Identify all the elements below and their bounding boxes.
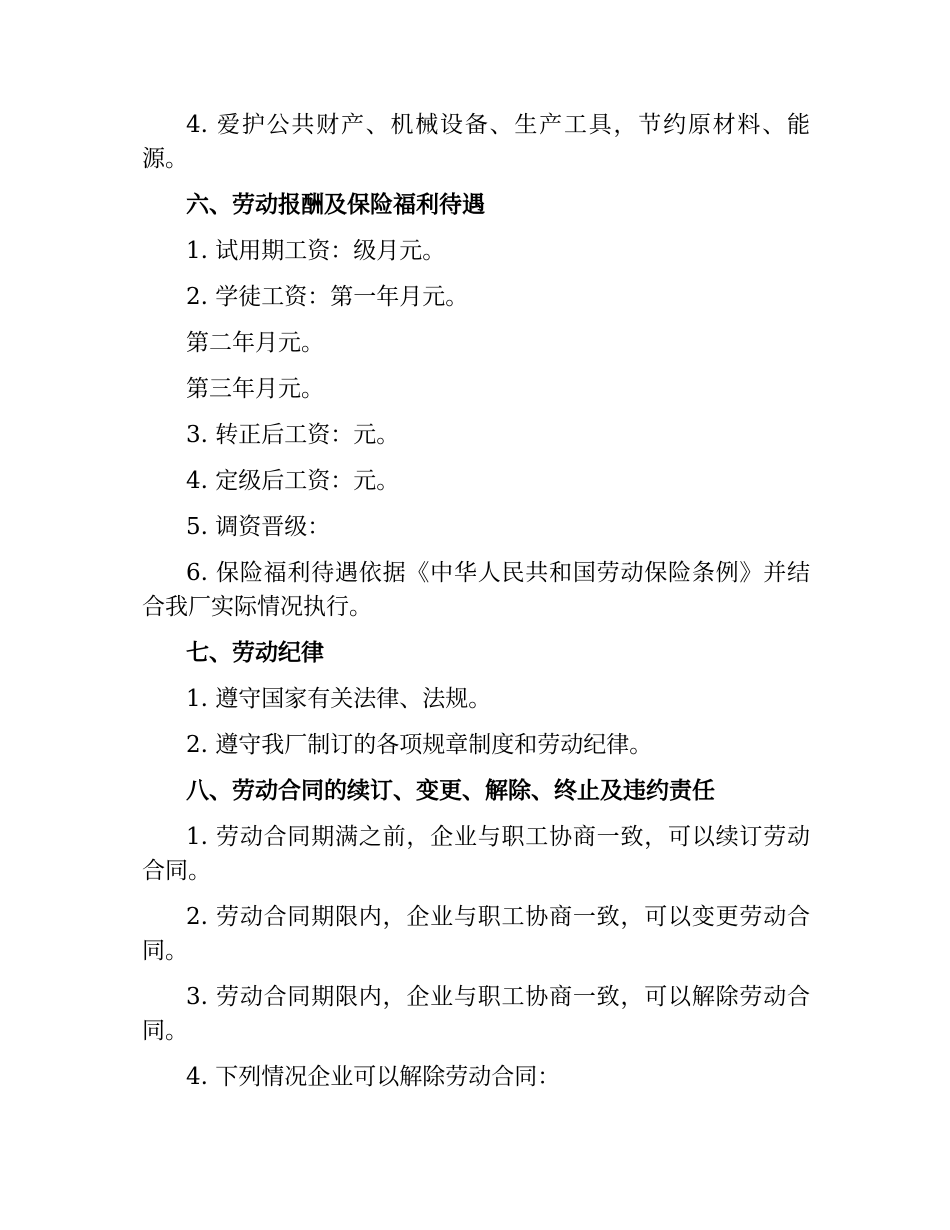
item-3-terminate-contract: 3. 劳动合同期限内，企业与职工协商一致，可以解除劳动合同。 (142, 984, 810, 1044)
apprentice-wage-year-2: 第二年月元。 (186, 330, 324, 356)
item-4-graded-wage: 4. 定级后工资：元。 (186, 468, 400, 494)
item-5-promotion: 5. 调资晋级： (186, 514, 331, 540)
item-2-apprentice-wage: 2. 学徒工资：第一年月元。 (186, 284, 469, 310)
section-heading-6-remuneration: 六、劳动报酬及保险福利待遇 (186, 192, 485, 218)
item-1-obey-laws: 1. 遵守国家有关法律、法规。 (186, 686, 492, 712)
document-page (142, 108, 810, 1106)
section-heading-7-discipline: 七、劳动纪律 (186, 640, 324, 666)
item-4-protect-property: 4. 爱护公共财产、机械设备、生产工具，节约原材料、能源。 (142, 112, 810, 172)
item-1-renew-contract: 1. 劳动合同期满之前，企业与职工协商一致，可以续订劳动合同。 (142, 824, 810, 884)
item-1-probation-wage: 1. 试用期工资：级月元。 (186, 238, 446, 264)
item-2-obey-rules: 2. 遵守我厂制订的各项规章制度和劳动纪律。 (186, 732, 653, 758)
item-4-termination-conditions: 4. 下列情况企业可以解除劳动合同： (186, 1064, 561, 1090)
item-2-change-contract: 2. 劳动合同期限内，企业与职工协商一致，可以变更劳动合同。 (142, 904, 810, 964)
item-6-insurance-welfare: 6. 保险福利待遇依据《中华人民共和国劳动保险条例》并结合我厂实际情况执行。 (142, 560, 810, 620)
section-heading-8-contract: 八、劳动合同的续订、变更、解除、终止及违约责任 (186, 778, 715, 804)
item-3-regular-wage: 3. 转正后工资：元。 (186, 422, 400, 448)
apprentice-wage-year-3: 第三年月元。 (186, 376, 324, 402)
